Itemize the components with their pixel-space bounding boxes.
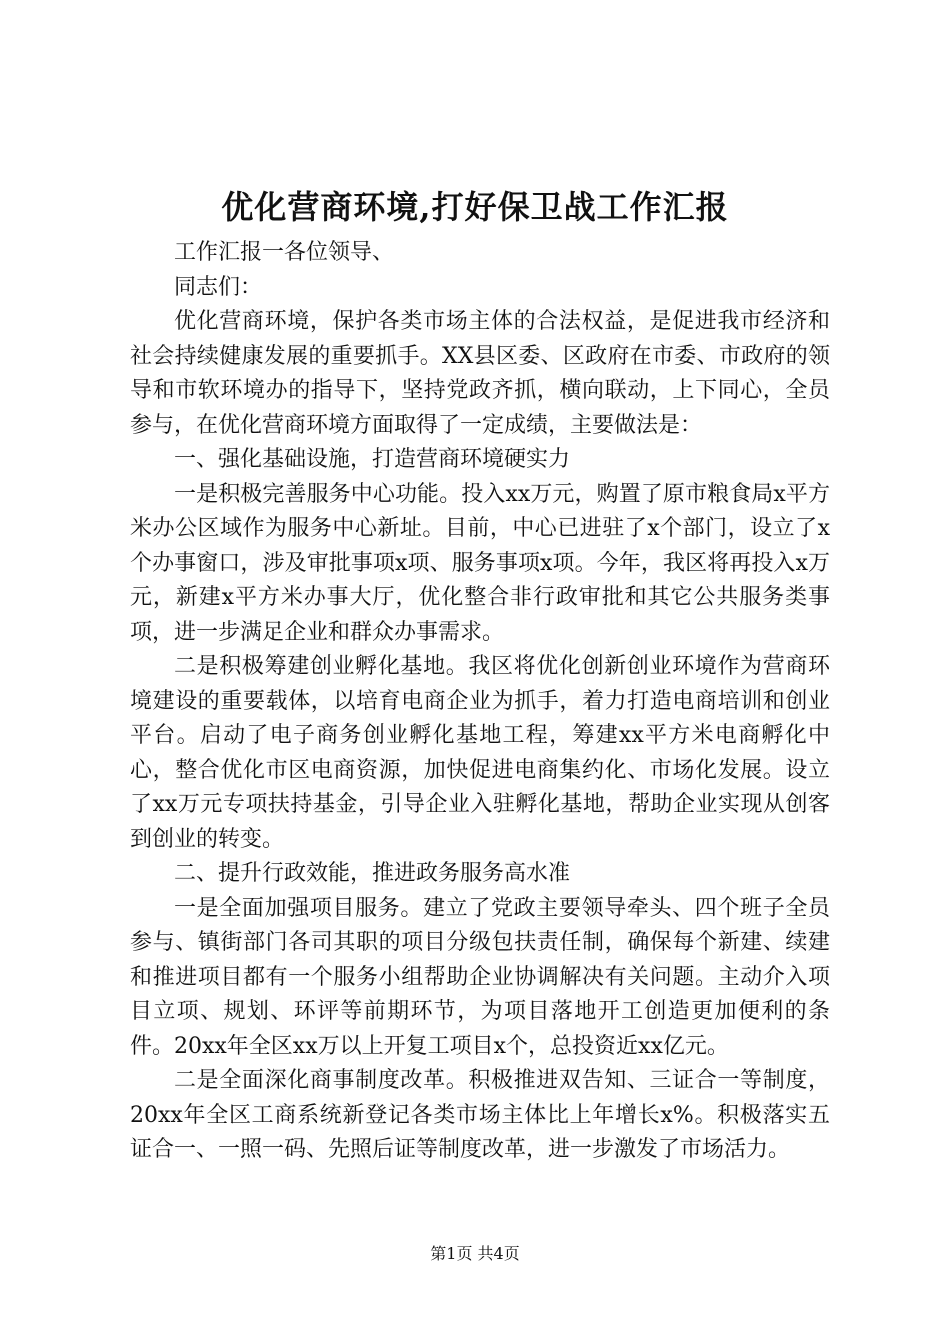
body-paragraph: 一是全面加强项目服务。建立了党政主要领导牵头、四个班子全员参与、镇街部门各司其职的项目分级包扶责任制，确保每个新建、续建和推进项目都有一个服务小组帮助企业协调解决有关问题。主动介入项目立项、规划、环评等前期环节，为项目落地开工创造更加便利的条件。20xx年全区xx万以上开复工项目x个，总投资近xx亿元。 [130, 895, 830, 1059]
section-heading-2: 二、提升行政效能，推进政务服务高水准 [174, 861, 571, 886]
page-number-footer: 第1页 共4页 [430, 1244, 520, 1263]
intro-paragraph: 优化营商环境，保护各类市场主体的合法权益，是促进我市经济和社会持续健康发展的重要抓手。XX县区委、区政府在市委、市政府的领导和市软环境办的指导下，坚持党政齐抓，横向联动，上下同心，全员参与，在优化营商环境方面取得了一定成绩，主要做法是： [130, 309, 830, 438]
document-title: 优化营商环境,打好保卫战工作汇报 [221, 188, 729, 226]
body-paragraph: 二是全面深化商事制度改革。积极推进双告知、三证合一等制度，20xx年全区工商系统新登记各类市场主体比上年增长x%。积极落实五证合一、一照一码、先照后证等制度改革，进一步激发了市场活力。 [130, 1068, 830, 1162]
salutation-line-2: 同志们： [174, 274, 263, 300]
body-paragraph: 一是积极完善服务中心功能。投入xx万元，购置了原市粮食局x平方米办公区域作为服务中心新址。目前，中心已进驻了x个部门，设立了x个办事窗口，涉及审批事项x项、服务事项x项。今年，我区将再投入x万元，新建x平方米办事大厅，优化整合非行政审批和其它公共服务类事项，进一步满足企业和群众办事需求。 [130, 481, 830, 645]
document-body [130, 236, 830, 1168]
salutation-line-1: 工作汇报一各位领导、 [174, 240, 395, 265]
section-heading-1: 一、强化基础设施，打造营商环境硬实力 [174, 447, 571, 472]
body-paragraph: 二是积极筹建创业孵化基地。我区将优化创新创业环境作为营商环境建设的重要载体，以培育电商企业为抓手，着力打造电商培训和创业平台。启动了电子商务创业孵化基地工程，筹建xx平方米电商孵化中心，整合优化市区电商资源，加快促进电商集约化、市场化发展。设立了xx万元专项扶持基金，引导企业入驻孵化基地，帮助企业实现从创客到创业的转变。 [130, 654, 830, 852]
